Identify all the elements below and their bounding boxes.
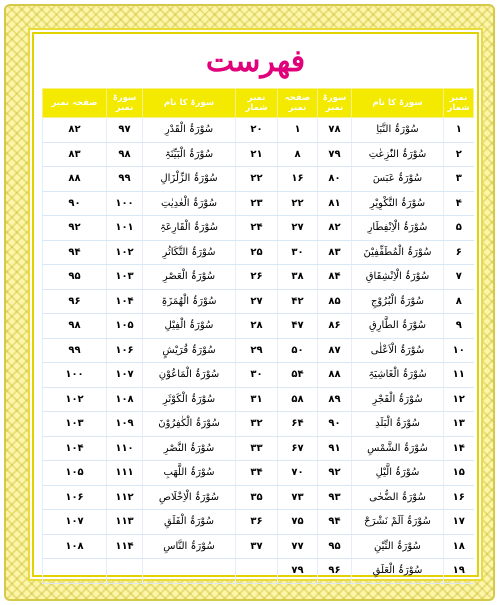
surah-number-cell: ۸۱ <box>318 191 352 216</box>
serial-cell: ۳۰ <box>236 363 278 388</box>
serial-cell: ۳ <box>444 167 474 192</box>
surah-name-cell <box>143 559 236 584</box>
table-row <box>43 363 474 388</box>
surah-name-cell: سُوْرَۃُ الْعَلَقِ <box>352 559 444 584</box>
surah-name-cell: سُوْرَۃُ الطَّارِقِ <box>352 314 444 339</box>
surah-name-cell: سُوْرَۃُ اللَّهَبِ <box>143 461 236 486</box>
table-row <box>43 534 474 559</box>
page-number-cell: ۶۷ <box>278 436 318 461</box>
surah-name-cell: سُوْرَۃُ الْمَاعُوْنِ <box>143 363 236 388</box>
surah-name-cell: سُوْرَۃُ النَّصْرِ <box>143 436 236 461</box>
surah-number-cell: ۸۵ <box>318 289 352 314</box>
serial-cell: ۱۰ <box>444 338 474 363</box>
page-number-cell: ۱۰۴ <box>43 436 107 461</box>
serial-cell: ۱۷ <box>444 510 474 535</box>
serial-cell: ۲۷ <box>236 289 278 314</box>
surah-name-cell: سُوْرَۃُ الْاِنْشِقَاقِ <box>352 265 444 290</box>
surah-number-cell: ۹۱ <box>318 436 352 461</box>
surah-number-cell: ۸۷ <box>318 338 352 363</box>
surah-number-cell: ۱۰۹ <box>107 412 143 437</box>
page-number-cell: ۳۰ <box>278 240 318 265</box>
page-title: فهرست <box>205 44 306 79</box>
serial-cell: ۱۱ <box>444 363 474 388</box>
surah-name-cell: سُوْرَۃُ الْمُطَفِّفِیْنَ <box>352 240 444 265</box>
page-number-cell: ۹۹ <box>43 338 107 363</box>
surah-name-cell: سُوْرَۃُ الْهُمَزَۃِ <box>143 289 236 314</box>
page-number-cell: ۹۶ <box>43 289 107 314</box>
serial-cell: ۲۸ <box>236 314 278 339</box>
surah-name-cell: سُوْرَۃُ الزِّلْزَالِ <box>143 167 236 192</box>
page-number-cell: ۹۸ <box>43 314 107 339</box>
table-row <box>43 485 474 510</box>
table-row <box>43 461 474 486</box>
page-number-cell: ۱۰۵ <box>43 461 107 486</box>
table-row <box>43 216 474 241</box>
serial-cell: ۳۲ <box>236 412 278 437</box>
surah-name-cell: سُوْرَۃُ الْکٰفِرُوْنَ <box>143 412 236 437</box>
surah-number-cell: ۱۱۱ <box>107 461 143 486</box>
surah-number-cell: ۹۴ <box>318 510 352 535</box>
page-number-cell: ۸۳ <box>43 142 107 167</box>
surah-number-cell: ۹۹ <box>107 167 143 192</box>
page-number-cell: ۳۸ <box>278 265 318 290</box>
surah-name-cell: سُوْرَۃُ اَلَمْ نَشْرَحْ <box>352 510 444 535</box>
surah-number-cell: ۹۲ <box>318 461 352 486</box>
page-number-cell: ۹۵ <box>43 265 107 290</box>
serial-cell: ۳۶ <box>236 510 278 535</box>
surah-name-cell: سُوْرَۃُ الشَّمْسِ <box>352 436 444 461</box>
serial-cell: ۵ <box>444 216 474 241</box>
surah-number-cell: ۷۸ <box>318 118 352 143</box>
serial-cell: ۳۷ <box>236 534 278 559</box>
table-row <box>43 338 474 363</box>
surah-name-cell: سُوْرَۃُ قُرَیْشٍ <box>143 338 236 363</box>
surah-number-cell: ۸۲ <box>318 216 352 241</box>
surah-name-cell: سُوْرَۃُ عَبَسَ <box>352 167 444 192</box>
surah-name-cell: سُوْرَۃُ الْکَوْثَرِ <box>143 387 236 412</box>
surah-number-cell: ۱۱۳ <box>107 510 143 535</box>
serial-cell: ۱۹ <box>444 559 474 584</box>
surah-name-cell: سُوْرَۃُ الْاِخْلَاصِ <box>143 485 236 510</box>
page-number-cell: ۹۲ <box>43 216 107 241</box>
table-row <box>43 191 474 216</box>
surah-number-cell: ۹۶ <box>318 559 352 584</box>
page-number-cell: ۸ <box>278 142 318 167</box>
header-surah-number: سورۃ نمبر <box>318 89 352 118</box>
table-row <box>43 289 474 314</box>
page-number-cell: ۲۷ <box>278 216 318 241</box>
table-row <box>43 314 474 339</box>
surah-number-cell: ۸۶ <box>318 314 352 339</box>
table-row <box>43 510 474 535</box>
surah-number-cell: ۱۰۶ <box>107 338 143 363</box>
page-number-cell <box>43 559 107 584</box>
serial-cell: ۲۳ <box>236 191 278 216</box>
surah-number-cell: ۱۱۲ <box>107 485 143 510</box>
serial-cell: ۱۶ <box>444 485 474 510</box>
surah-name-cell: سُوْرَۃُ الْغَاشِیَۃِ <box>352 363 444 388</box>
surah-number-cell: ۱۰۸ <box>107 387 143 412</box>
page-number-cell: ۷۰ <box>278 461 318 486</box>
serial-cell: ۳۴ <box>236 461 278 486</box>
table-body <box>43 118 474 584</box>
surah-name-cell: سُوْرَۃُ الَّیْلِ <box>352 461 444 486</box>
page-number-cell: ۹۰ <box>43 191 107 216</box>
page-number-cell: ۱۶ <box>278 167 318 192</box>
page-number-cell: ۴۷ <box>278 314 318 339</box>
serial-cell: ۱۵ <box>444 461 474 486</box>
page-number-cell: ۱۰۲ <box>43 387 107 412</box>
surah-number-cell: ۹۳ <box>318 485 352 510</box>
serial-cell: ۲۱ <box>236 142 278 167</box>
surah-number-cell: ۱۰۰ <box>107 191 143 216</box>
surah-number-cell: ۸۹ <box>318 387 352 412</box>
page-number-cell: ۷۹ <box>278 559 318 584</box>
surah-number-cell: ۷۹ <box>318 142 352 167</box>
surah-name-cell: سُوْرَۃُ الْقَارِعَۃِ <box>143 216 236 241</box>
surah-number-cell: ۱۱۰ <box>107 436 143 461</box>
page-number-cell: ۲۲ <box>278 191 318 216</box>
header-surah-name-2: سورۃ کا نام <box>143 89 236 118</box>
table-header-row <box>43 89 474 118</box>
surah-name-cell: سُوْرَۃُ الْاِنْفِطَارِ <box>352 216 444 241</box>
contents-table <box>42 88 474 584</box>
surah-name-cell: سُوْرَۃُ الْعٰدِیٰتِ <box>143 191 236 216</box>
surah-name-cell: سُوْرَۃُ التِّیْنِ <box>352 534 444 559</box>
serial-cell: ۲۴ <box>236 216 278 241</box>
serial-cell: ۳۳ <box>236 436 278 461</box>
serial-cell <box>236 559 278 584</box>
page-number-cell: ۴۲ <box>278 289 318 314</box>
page-number-cell: ۱۰۳ <box>43 412 107 437</box>
surah-name-cell: سُوْرَۃُ النَّاسِ <box>143 534 236 559</box>
surah-name-cell: سُوْرَۃُ الضُّحٰی <box>352 485 444 510</box>
table-row <box>43 167 474 192</box>
serial-cell: ۱۳ <box>444 412 474 437</box>
content-panel <box>32 32 479 577</box>
surah-number-cell: ۱۰۴ <box>107 289 143 314</box>
page-number-cell: ۱۰۶ <box>43 485 107 510</box>
surah-name-cell: سُوْرَۃُ الْعَصْرِ <box>143 265 236 290</box>
surah-name-cell: سُوْرَۃُ الْقَدْرِ <box>143 118 236 143</box>
table-row <box>43 240 474 265</box>
surah-number-cell <box>107 559 143 584</box>
page-number-cell: ۸۲ <box>43 118 107 143</box>
surah-number-cell: ۱۱۴ <box>107 534 143 559</box>
surah-name-cell: سُوْرَۃُ الْبَلَدِ <box>352 412 444 437</box>
header-surah-name: سورۃ کا نام <box>352 89 444 118</box>
serial-cell: ۴ <box>444 191 474 216</box>
page-number-cell: ۱۰۸ <box>43 534 107 559</box>
page-number-cell: ۸۸ <box>43 167 107 192</box>
page-number-cell: ۷۵ <box>278 510 318 535</box>
header-serial: نمبر شمار <box>444 89 474 118</box>
table-row <box>43 265 474 290</box>
surah-name-cell: سُوْرَۃُ الْبُرُوْجِ <box>352 289 444 314</box>
surah-number-cell: ۱۰۳ <box>107 265 143 290</box>
table-row <box>43 142 474 167</box>
page-number-cell: ۹۴ <box>43 240 107 265</box>
surah-name-cell: سُوْرَۃُ الْبَیِّنَۃِ <box>143 142 236 167</box>
serial-cell: ۲ <box>444 142 474 167</box>
serial-cell: ۱ <box>444 118 474 143</box>
surah-name-cell: سُوْرَۃُ الْفِیْلِ <box>143 314 236 339</box>
table-row <box>43 412 474 437</box>
surah-number-cell: ۹۸ <box>107 142 143 167</box>
surah-number-cell: ۹۰ <box>318 412 352 437</box>
surah-number-cell: ۸۴ <box>318 265 352 290</box>
serial-cell: ۱۲ <box>444 387 474 412</box>
serial-cell: ۲۶ <box>236 265 278 290</box>
surah-number-cell: ۸۰ <box>318 167 352 192</box>
surah-number-cell: ۱۰۱ <box>107 216 143 241</box>
header-page-number-2: صفحہ نمبر <box>43 89 107 118</box>
surah-name-cell: سُوْرَۃُ التَّکَاثُرِ <box>143 240 236 265</box>
serial-cell: ۲۲ <box>236 167 278 192</box>
page-number-cell: ۷۳ <box>278 485 318 510</box>
serial-cell: ۳۵ <box>236 485 278 510</box>
page-number-cell: ۵۴ <box>278 363 318 388</box>
serial-cell: ۳۱ <box>236 387 278 412</box>
surah-number-cell: ۱۰۵ <box>107 314 143 339</box>
serial-cell: ۷ <box>444 265 474 290</box>
page-number-cell: ۱۰۷ <box>43 510 107 535</box>
page-number-cell: ۱ <box>278 118 318 143</box>
surah-name-cell: سُوْرَۃُ التَّکْوِیْرِ <box>352 191 444 216</box>
surah-number-cell: ۹۵ <box>318 534 352 559</box>
table-row <box>43 559 474 584</box>
decorative-page-border <box>4 4 495 601</box>
page-number-cell: ۵۸ <box>278 387 318 412</box>
serial-cell: ۲۰ <box>236 118 278 143</box>
page-number-cell: ۷۷ <box>278 534 318 559</box>
surah-number-cell: ۸۳ <box>318 240 352 265</box>
serial-cell: ۲۹ <box>236 338 278 363</box>
surah-name-cell: سُوْرَۃُ الْفَلَقِ <box>143 510 236 535</box>
header-page-number: صفحہ نمبر <box>278 89 318 118</box>
table-row <box>43 387 474 412</box>
surah-name-cell: سُوْرَۃُ الْاَعْلٰی <box>352 338 444 363</box>
surah-name-cell: سُوْرَۃُ النّٰزِعٰتِ <box>352 142 444 167</box>
surah-name-cell: سُوْرَۃُ النَّبَاِ <box>352 118 444 143</box>
page-number-cell: ۵۰ <box>278 338 318 363</box>
header-surah-number-2: سورۃ نمبر <box>107 89 143 118</box>
header-serial-2: نمبر شمار <box>236 89 278 118</box>
serial-cell: ۶ <box>444 240 474 265</box>
serial-cell: ۱۸ <box>444 534 474 559</box>
serial-cell: ۹ <box>444 314 474 339</box>
serial-cell: ۲۵ <box>236 240 278 265</box>
table-row <box>43 118 474 143</box>
table-row <box>43 436 474 461</box>
serial-cell: ۸ <box>444 289 474 314</box>
page-number-cell: ۱۰۰ <box>43 363 107 388</box>
surah-name-cell: سُوْرَۃُ الْفَجْرِ <box>352 387 444 412</box>
serial-cell: ۱۴ <box>444 436 474 461</box>
page-number-cell: ۶۴ <box>278 412 318 437</box>
surah-number-cell: ۸۸ <box>318 363 352 388</box>
surah-number-cell: ۹۷ <box>107 118 143 143</box>
surah-number-cell: ۱۰۷ <box>107 363 143 388</box>
surah-number-cell: ۱۰۲ <box>107 240 143 265</box>
